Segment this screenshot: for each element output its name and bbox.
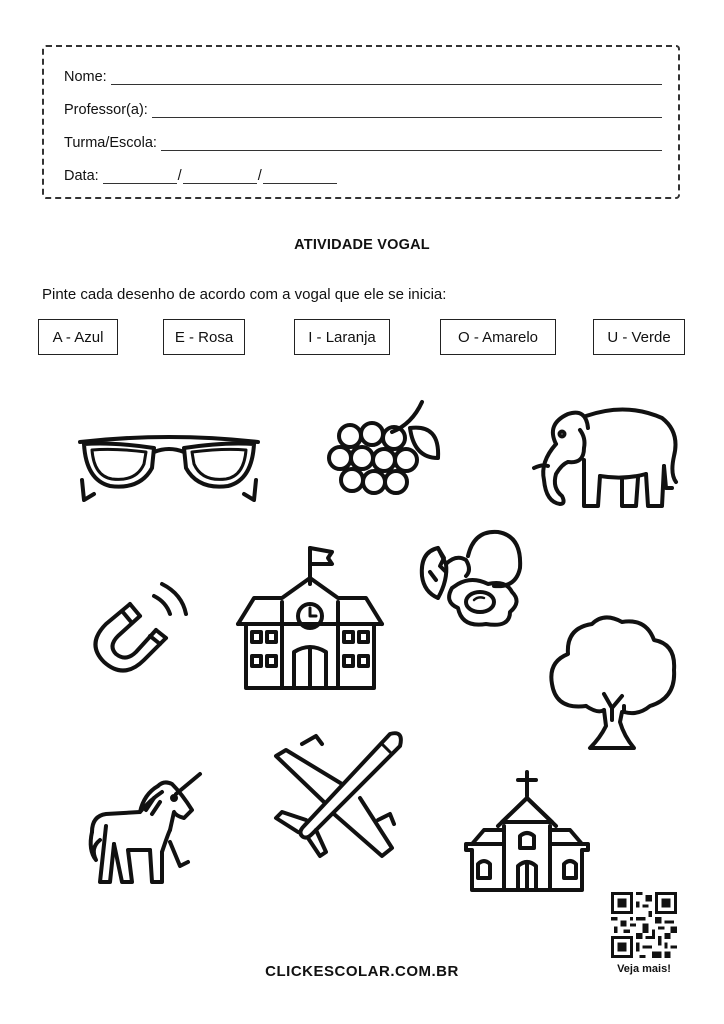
teacher-field[interactable] bbox=[64, 98, 662, 118]
qr-code[interactable] bbox=[611, 892, 677, 958]
legend-i bbox=[294, 319, 390, 355]
teacher-label: Professor(a): bbox=[64, 102, 148, 118]
elephant-icon[interactable] bbox=[526, 404, 680, 512]
date-separator: / bbox=[177, 168, 182, 184]
legend-label: O - Amarelo bbox=[457, 328, 539, 346]
sunglasses-icon[interactable] bbox=[74, 428, 264, 508]
student-info-box bbox=[42, 45, 680, 199]
legend-label: E - Rosa bbox=[174, 328, 234, 346]
tree-icon[interactable] bbox=[546, 616, 680, 756]
unicorn-icon[interactable] bbox=[84, 770, 206, 890]
date-day-line[interactable] bbox=[103, 169, 177, 184]
name-label: Nome: bbox=[64, 69, 107, 85]
qr-caption: Veja mais! bbox=[617, 963, 671, 975]
class-line[interactable] bbox=[161, 136, 662, 151]
legend-u bbox=[593, 319, 685, 355]
legend-a bbox=[38, 319, 118, 355]
page-title: ATIVIDADE VOGAL bbox=[294, 237, 430, 253]
school-icon[interactable] bbox=[232, 544, 388, 692]
date-field[interactable] bbox=[64, 164, 662, 184]
date-separator: / bbox=[257, 168, 262, 184]
magnet-icon[interactable] bbox=[86, 580, 196, 678]
legend-label: U - Verde bbox=[607, 328, 671, 346]
legend-label: A - Azul bbox=[52, 328, 104, 346]
date-month-line[interactable] bbox=[183, 169, 257, 184]
legend-o bbox=[440, 319, 556, 355]
eggs-icon[interactable] bbox=[418, 528, 530, 632]
date-label: Data: bbox=[64, 168, 99, 184]
site-footer[interactable]: CLICKESCOLAR.COM.BR bbox=[265, 963, 459, 980]
grapes-icon[interactable] bbox=[322, 402, 444, 506]
legend-e bbox=[163, 319, 245, 355]
class-label: Turma/Escola: bbox=[64, 135, 157, 151]
teacher-line[interactable] bbox=[152, 103, 662, 118]
class-field[interactable] bbox=[64, 131, 662, 151]
date-year-line[interactable] bbox=[263, 169, 337, 184]
name-line[interactable] bbox=[111, 70, 662, 85]
name-field[interactable] bbox=[64, 65, 662, 85]
legend-label: I - Laranja bbox=[308, 328, 376, 346]
instruction-text: Pinte cada desenho de acordo com a vogal que ele se inicia: bbox=[42, 286, 447, 303]
church-icon[interactable] bbox=[464, 770, 590, 894]
airplane-icon[interactable] bbox=[272, 730, 408, 858]
